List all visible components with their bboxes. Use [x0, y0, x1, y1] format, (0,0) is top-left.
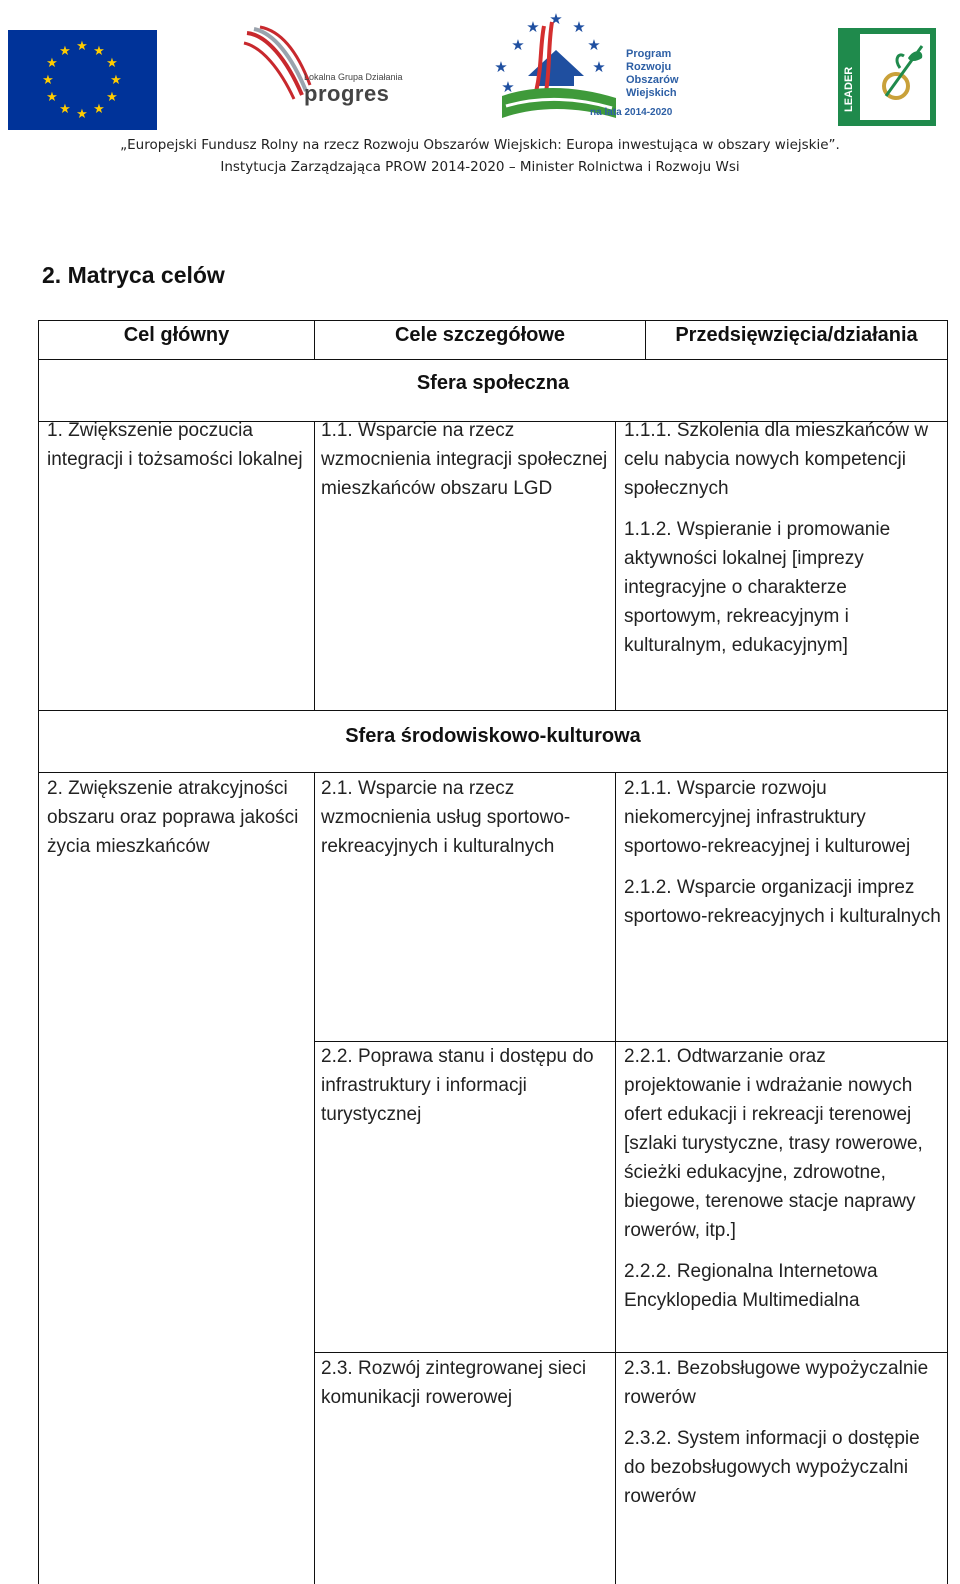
main-goal-text: 2. Zwiększenie atrakcyjności obszaru oraz poprawa jakości życia mieszkańców: [47, 778, 299, 857]
main-goal-text: 1. Zwiększenie poczucia integracji i tożsamości lokalnej: [47, 420, 303, 470]
svg-text:★: ★: [110, 73, 122, 88]
caption-line-1: „Europejski Fundusz Rolny na rzecz Rozwoju Obszarów Wiejskich: Europa inwestująca w obszary wiejskie”.: [120, 137, 840, 153]
svg-text:★: ★: [587, 36, 601, 54]
lgd-logo-small-text: Lokalna Grupa Działania: [304, 72, 403, 82]
prow-logo-text: [626, 48, 679, 100]
svg-text:★: ★: [511, 36, 525, 54]
svg-text:★: ★: [76, 107, 88, 122]
svg-text:★: ★: [42, 73, 54, 88]
svg-text:★: ★: [494, 58, 508, 76]
action-text: 1.1.1. Szkolenia dla mieszkańców w celu nabycia nowych kompetencji społecznych: [624, 420, 929, 499]
table-border: [38, 421, 39, 710]
main-goal-cell: [47, 774, 309, 873]
funding-caption: [0, 134, 960, 178]
sphere-environmental-cultural-title: [38, 710, 948, 773]
table-border: [615, 421, 616, 710]
svg-text:★: ★: [572, 18, 586, 36]
column-header-actions: [645, 320, 948, 360]
table-border: [615, 772, 616, 1584]
prow-line: Wiejskich: [626, 87, 677, 99]
table-border: [315, 1352, 948, 1353]
svg-text:★: ★: [76, 39, 88, 54]
prow-line: Obszarów: [626, 74, 679, 86]
svg-text:★: ★: [93, 44, 105, 59]
action-text: 2.2.1. Odtwarzanie oraz projektowanie i wdrażanie nowych ofert edukacji i rekreacji terenowej [szlaki turystyczne, trasy rowerowe, ścieżki edukacyjne, zdrowotne, biegowe, terenowe stacje naprawy rowerów, itp.]: [624, 1046, 923, 1241]
action-text: 2.1.2. Wsparcie organizacji imprez sportowo-rekreacyjnych i kulturalnych: [624, 877, 941, 927]
column-header-main-goal: [38, 320, 315, 360]
action-text: 2.3.1. Bezobsługowe wypożyczalnie rowerów: [624, 1358, 929, 1408]
svg-text:★: ★: [106, 56, 118, 71]
sub-goal-cell: [321, 1354, 611, 1424]
svg-text:★: ★: [106, 90, 118, 105]
column-header-label: Cele szczegółowe: [394, 324, 566, 346]
svg-text:★: ★: [46, 90, 58, 105]
prow-logo: [486, 6, 686, 130]
caption-line-2: Instytucja Zarządzająca PROW 2014-2020 – Minister Rolnictwa i Rozwoju Wsi: [220, 159, 740, 175]
leader-logo-text: LEADER: [843, 66, 855, 112]
sub-goal-text: 2.2. Poprawa stanu i dostępu do infrastruktury i informacji turystycznej: [321, 1046, 594, 1125]
svg-text:★: ★: [59, 102, 71, 117]
prow-logo-years: na lata 2014-2020: [590, 107, 673, 118]
column-header-sub-goals: [314, 320, 646, 360]
sphere-social-title: [38, 359, 948, 422]
lgd-logo-wordmark: progres: [304, 81, 390, 106]
svg-text:★: ★: [526, 18, 540, 36]
section-heading: 2. Matryca celów: [42, 262, 225, 288]
svg-text:★: ★: [93, 102, 105, 117]
table-border: [947, 421, 948, 710]
table-border: [38, 772, 39, 1584]
table-border: [314, 421, 315, 710]
column-header-label: Przedsięwzięcia/działania: [675, 324, 918, 346]
action-text: 2.2.2. Regionalna Internetowa Encyklopedia Multimedialna: [624, 1261, 878, 1311]
action-text: 1.1.2. Wspieranie i promowanie aktywności lokalnej [imprezy integracyjne o charakterze sportowym, rekreacyjnym i kulturalnym, edukacyjnym]: [624, 519, 891, 656]
actions-cell: [624, 774, 946, 943]
lgd-progres-logo: [242, 25, 412, 105]
sphere-label: Sfera środowiskowo-kulturowa: [345, 725, 641, 747]
eu-flag-icon: [8, 30, 157, 130]
action-text: 2.3.2. System informacji o dostępie do bezobsługowych wypożyczalni rowerów: [624, 1428, 920, 1507]
svg-text:★: ★: [549, 10, 563, 28]
sub-goal-text: 2.1. Wsparcie na rzecz wzmocnienia usług sportowo-rekreacyjnych i kulturalnych: [321, 778, 571, 857]
main-goal-cell: [47, 416, 309, 486]
sub-goal-cell: [321, 1042, 611, 1141]
sphere-label: Sfera społeczna: [416, 372, 570, 394]
table-border: [947, 772, 948, 1584]
prow-line: Rozwoju: [626, 61, 672, 73]
prow-line: Program: [626, 48, 672, 60]
sub-goal-text: 1.1. Wsparcie na rzecz wzmocnienia integracji społecznej mieszkańców obszaru LGD: [321, 420, 608, 499]
svg-text:★: ★: [59, 44, 71, 59]
svg-text:★: ★: [592, 58, 606, 76]
leader-logo: [838, 28, 936, 126]
action-text: 2.1.1. Wsparcie rozwoju niekomercyjnej infrastruktury sportowo-rekreacyjnej i kulturowej: [624, 778, 911, 857]
table-border: [314, 772, 315, 1584]
actions-cell: [624, 1354, 946, 1523]
logo-bar: [0, 0, 960, 135]
svg-text:★: ★: [501, 78, 515, 96]
svg-text:★: ★: [46, 56, 58, 71]
actions-cell: [624, 1042, 946, 1327]
sub-goal-cell: [321, 774, 611, 873]
sub-goal-text: 2.3. Rozwój zintegrowanej sieci komunikacji rowerowej: [321, 1358, 587, 1408]
column-header-label: Cel główny: [123, 324, 230, 346]
actions-cell: [624, 416, 946, 672]
sub-goal-cell: [321, 416, 611, 515]
